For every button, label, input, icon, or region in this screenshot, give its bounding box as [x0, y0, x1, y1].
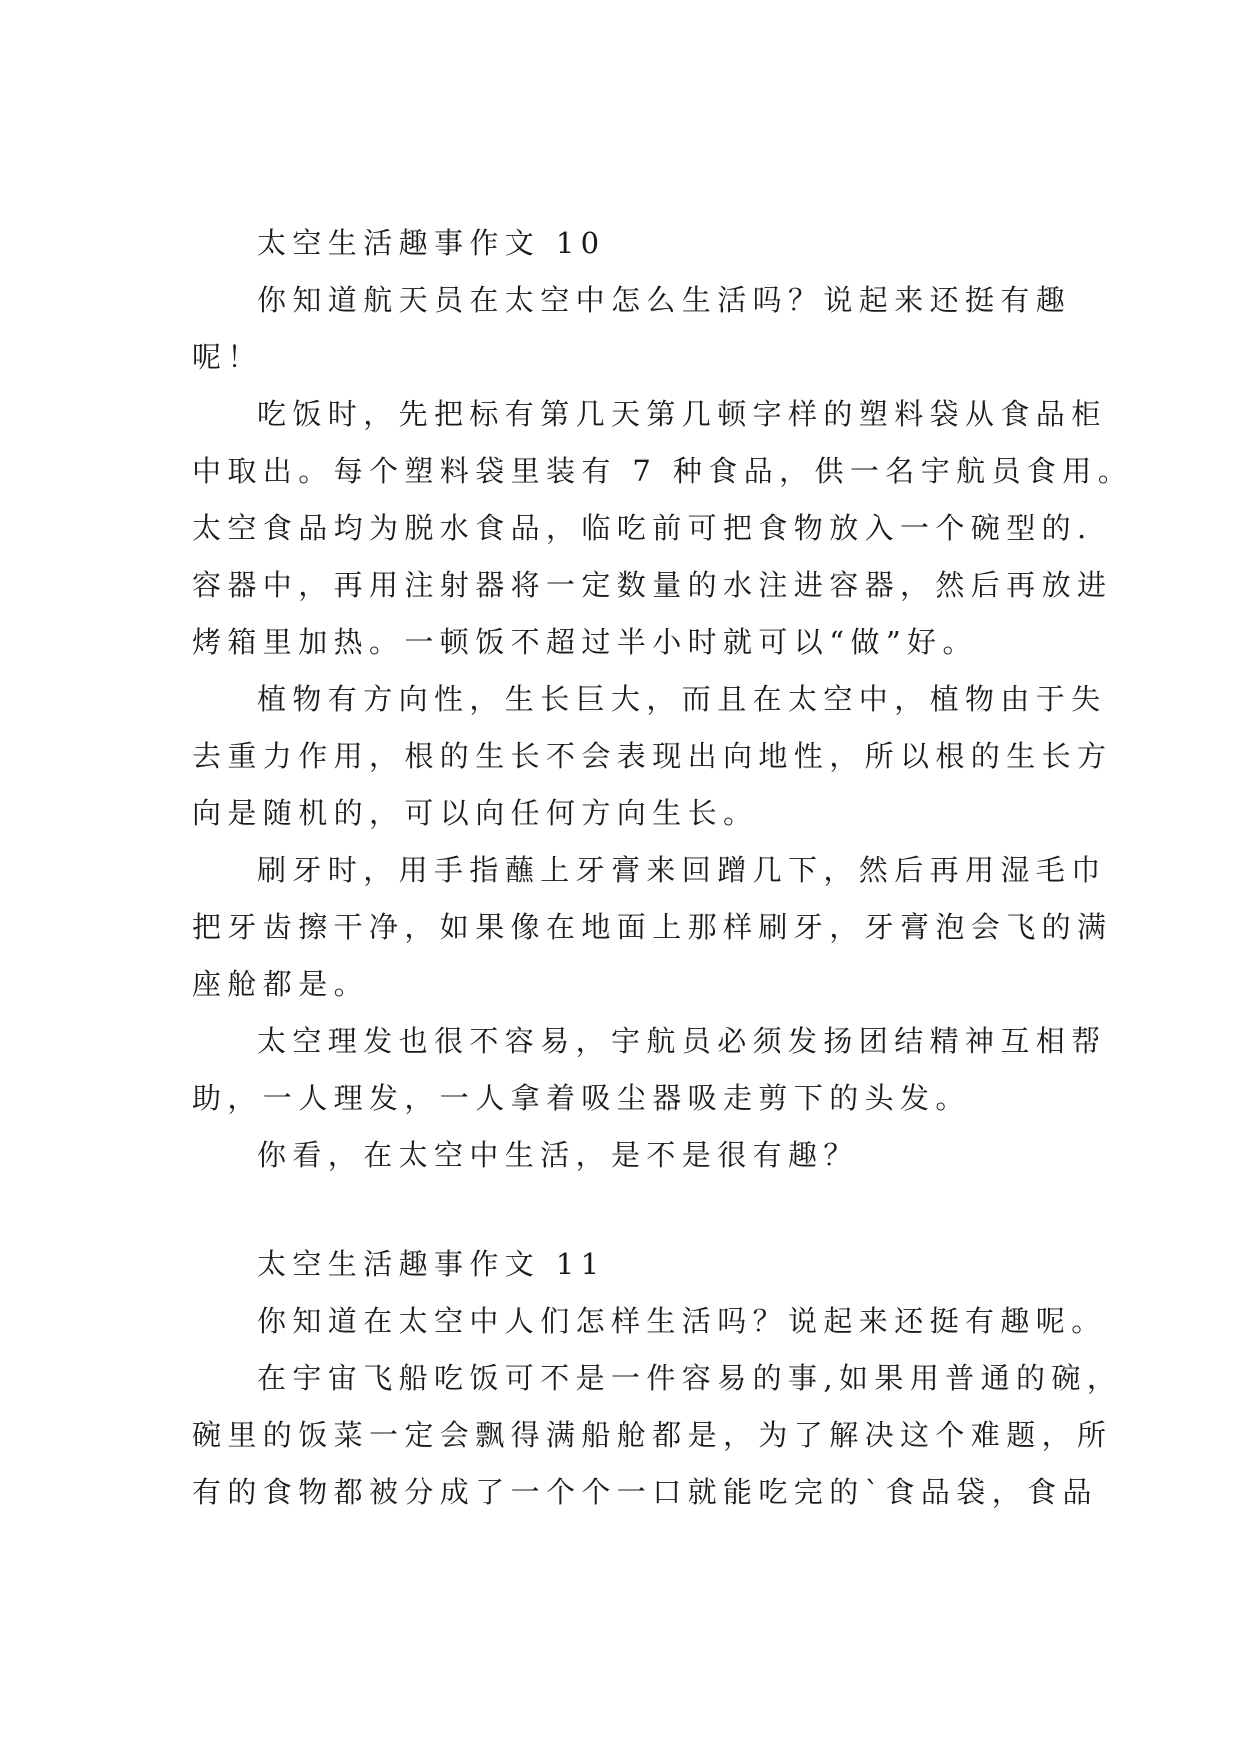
paragraph: [192, 1127, 1052, 1184]
document-body: [192, 215, 1134, 1521]
section-title: 太空生活趣事作文 10: [257, 226, 606, 260]
text-line: 去重力作用，根的生长不会表现出向地性，所以根的生长方: [192, 739, 1113, 773]
text-line: 植物有方向性，生长巨大，而且在太空中，植物由于失: [257, 682, 1107, 716]
text-line: 在宇宙飞船吃饭可不是一件容易的事,如果用普通的碗，: [257, 1361, 1123, 1395]
text-line: 呢！: [192, 340, 263, 374]
text-line: 你看，在太空中生活，是不是很有趣？: [257, 1138, 859, 1172]
paragraph: [192, 842, 1113, 1013]
text-line: 刷牙时，用手指蘸上牙膏来回蹭几下，然后再用湿毛巾: [257, 853, 1107, 887]
text-line: 有的食物都被分成了一个个一口就能吃完的`食品袋，食品: [192, 1475, 1098, 1509]
text-line: 太空食品均为脱水食品，临吃前可把食物放入一个碗型的.: [192, 511, 1093, 545]
text-line: 容器中，再用注射器将一定数量的水注进容器，然后再放进: [192, 568, 1113, 602]
text-line: 助，一人理发，一人拿着吸尘器吸走剪下的头发。: [192, 1081, 971, 1115]
section-title: 太空生活趣事作文 11: [257, 1247, 606, 1281]
text-line: 吃饭时，先把标有第几天第几顿字样的塑料袋从食品柜: [257, 397, 1107, 431]
essay-section-11: [192, 1236, 1123, 1521]
paragraph: [192, 1293, 1107, 1350]
text-line: 中取出。每个塑料袋里装有 7 种食品，供一名宇航员食用。: [192, 454, 1134, 488]
text-line: 向是随机的，可以向任何方向生长。: [192, 796, 759, 830]
text-line: 把牙齿擦干净，如果像在地面上那样刷牙，牙膏泡会飞的满: [192, 910, 1113, 944]
text-line: 座舱都是。: [192, 967, 370, 1001]
paragraph: [192, 1350, 1123, 1521]
section-gap: [192, 1184, 1052, 1236]
essay-section-10: [192, 215, 1134, 1184]
paragraph: [192, 272, 1072, 386]
text-line: 碗里的饭菜一定会飘得满船舱都是，为了解决这个难题，所: [192, 1418, 1113, 1452]
paragraph: [192, 386, 1134, 671]
paragraph: [192, 671, 1113, 842]
text-line: 你知道航天员在太空中怎么生活吗？说起来还挺有趣: [257, 283, 1072, 317]
text-line: 烤箱里加热。一顿饭不超过半小时就可以“做”好。: [192, 625, 978, 659]
text-line: 你知道在太空中人们怎样生活吗？说起来还挺有趣呢。: [257, 1304, 1107, 1338]
paragraph: [192, 1013, 1107, 1127]
text-line: 太空理发也很不容易，宇航员必须发扬团结精神互相帮: [257, 1024, 1107, 1058]
